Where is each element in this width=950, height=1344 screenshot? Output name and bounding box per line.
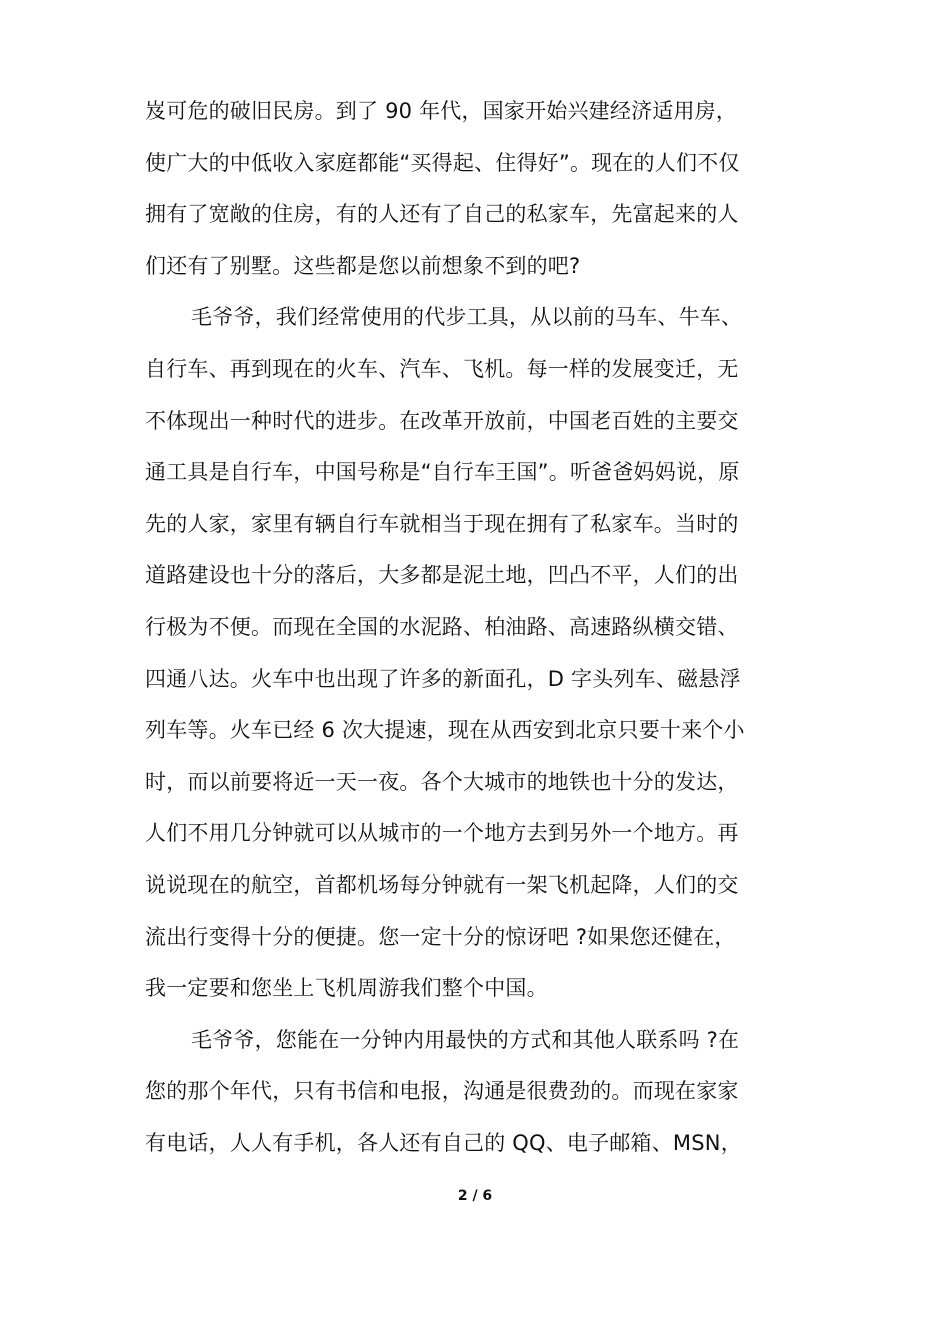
text-line: 时，而以前要将近一天一夜。各个大城市的地铁也十分的发达， [145, 769, 739, 794]
text-line: 自行车、再到现在的火车、汽车、飞机。每一样的发展变迁，无 [145, 356, 739, 381]
text-line: 使广大的中低收入家庭都能“买得起、住得好”。现在的人们不仅 [145, 150, 740, 175]
paragraph-first-line: 毛爷爷，您能在一分钟内用最快的方式和其他人联系吗 ?在 [191, 1027, 740, 1052]
text-line: 不体现出一种时代的进步。在改革开放前，中国老百姓的主要交 [145, 408, 739, 433]
text-line: 我一定要和您坐上飞机周游我们整个中国。 [145, 976, 548, 1001]
text-line: 拥有了宽敞的住房，有的人还有了自己的私家车，先富起来的人 [145, 202, 739, 227]
text-line: 们还有了别墅。这些都是您以前想象不到的吧? [145, 253, 581, 278]
text-line: 先的人家，家里有辆自行车就相当于现在拥有了私家车。当时的 [145, 511, 739, 536]
text-line: 流出行变得十分的便捷。您一定十分的惊讶吧 ?如果您还健在， [145, 924, 736, 949]
text-line: 道路建设也十分的落后，大多都是泥土地，凹凸不平，人们的出 [145, 563, 739, 588]
text-line: 四通八达。火车中也出现了许多的新面孔，D 字头列车、磁悬浮 [145, 666, 741, 691]
page-number: 2 / 6 [457, 1188, 493, 1204]
text-line: 岌可危的破旧民房。到了 90 年代，国家开始兴建经济适用房， [145, 99, 738, 123]
text-line: 通工具是自行车，中国号称是“自行车王国”。听爸爸妈妈说，原 [145, 460, 740, 485]
paragraph-first-line: 毛爷爷，我们经常使用的代步工具，从以前的马车、牛车、 [191, 305, 743, 330]
text-line: 您的那个年代，只有书信和电报，沟通是很费劲的。而现在家家 [145, 1079, 739, 1104]
text-line: 人们不用几分钟就可以从城市的一个地方去到另外一个地方。再 [145, 821, 739, 846]
text-line: 说说现在的航空，首都机场每分钟就有一架飞机起降，人们的交 [145, 872, 739, 897]
document-body [145, 86, 807, 1169]
text-line: 行极为不便。而现在全国的水泥路、柏油路、高速路纵横交错、 [145, 614, 739, 639]
text-line: 有电话，人人有手机，各人还有自己的 QQ、电子邮箱、MSN， [145, 1130, 742, 1155]
text-line: 列车等。火车已经 6 次大提速，现在从西安到北京只要十来个小 [145, 718, 745, 743]
